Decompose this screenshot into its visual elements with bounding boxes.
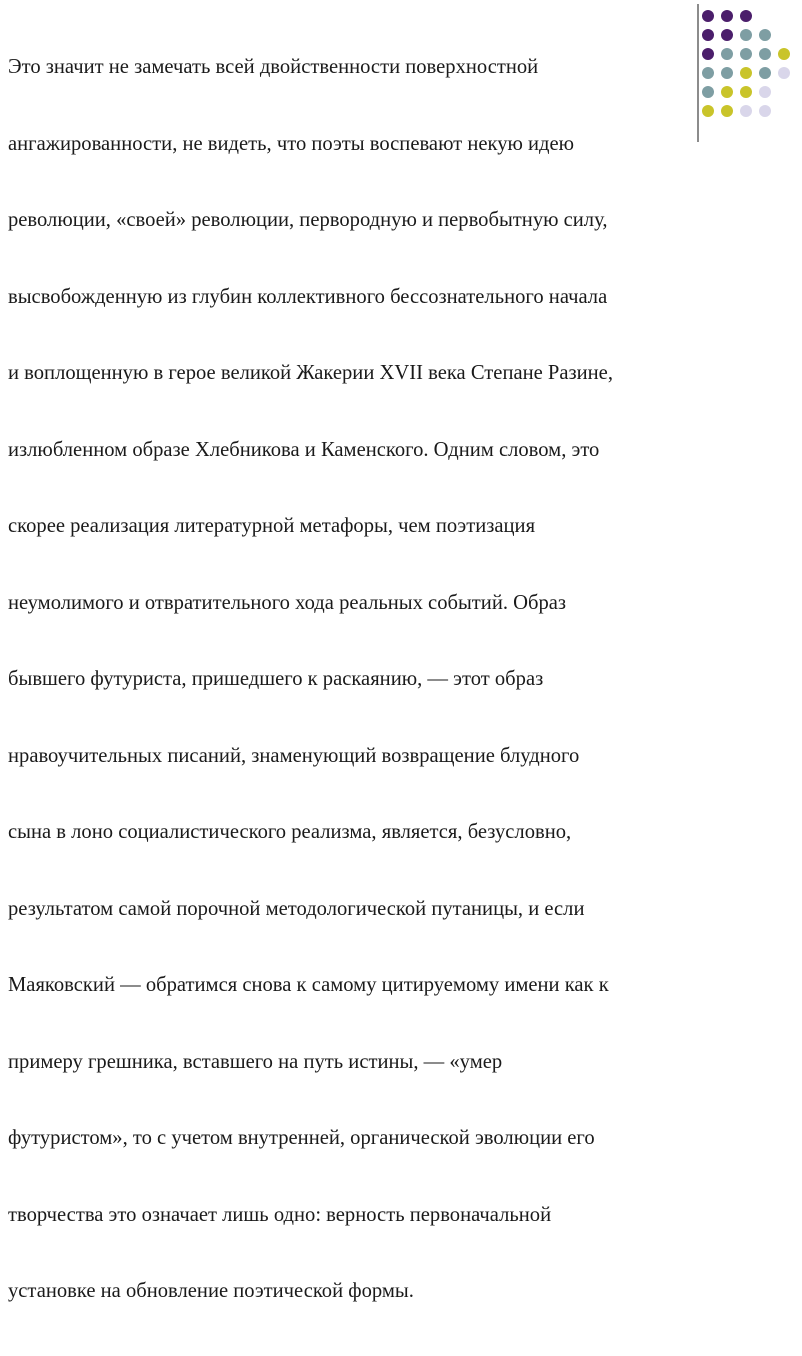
text-line: нравоучительных писаний, знаменующий возвращение блудного [8, 744, 580, 767]
text-line: творчества это означает лишь одно: верность первоначальной [8, 1203, 552, 1226]
text-line: футуристом», то с учетом внутренней, органической эволюции его [8, 1127, 595, 1149]
text-line: установке на обновление поэтической формы. [8, 1280, 414, 1302]
text-line: примеру грешника, вставшего на путь истины, — «умер [8, 1050, 503, 1073]
text-line: бывшего футуриста, пришедшего к раскаянию, — этот образ [8, 668, 544, 690]
text-line: излюбленном образе Хлебникова и Каменского. Одним словом, это [8, 438, 600, 461]
text-line: революции, «своей» революции, первородную и первобытную силу, [8, 209, 608, 231]
text-line: Это значит не замечать всей двойственности поверхностной [8, 56, 539, 78]
text-line: сына в лоно социалистического реализма, является, безусловно, [8, 821, 572, 843]
text-line: скорее реализация литературной метафоры, чем поэтизация [8, 515, 536, 537]
text-line: неумолимого и отвратительного хода реальных событий. Образ [8, 591, 567, 614]
text-line: и воплощенную в герое великой Жакерии XVII века Степане Разине, [8, 362, 613, 384]
text-line: результатом самой порочной методологической путаницы, и если [8, 897, 585, 920]
text-line: Маяковский — обратимся снова к самому цитируемому имени как к [8, 974, 609, 996]
body-text [8, 4, 794, 1356]
text-line: ангажированности, не видеть, что поэты воспевают некую идею [8, 132, 575, 155]
text-line: высвобожденную из глубин коллективного бессознательного начала [8, 285, 608, 308]
